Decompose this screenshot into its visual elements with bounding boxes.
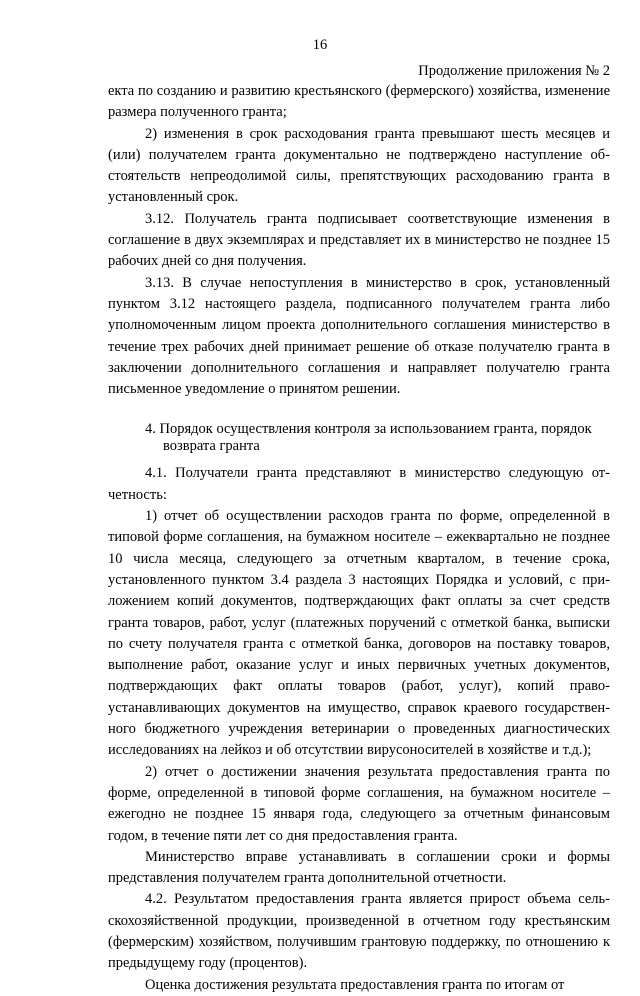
paragraph: 4.2. Результатом предоставления гранта является прирост объема сельскохозяйственной продукции, произведенной в отчетном году крестьянским (фермерским) хозяйством, получившим грантовую поддержку, по отношению к предыдущему году (процентов). bbox=[108, 891, 610, 972]
page-number: 16 bbox=[312, 37, 328, 53]
section-heading-line: возврата гранта bbox=[163, 438, 260, 455]
paragraph: 1) отчет об осуществлении расходов гранта по форме, определенной в типовой форме соглашения, на бумажном носителе – ежеквартально не позднее 10 числа месяца, следующего за отчетным кварталом, в течение срока, установленного пунктом 3.4 раздела 3 настоящих Порядка и условий, с приложением копий документов, подтверждающих факт оплаты за счет средств гранта товаров, работ, услуг (платежных поручений с отметкой банка, выписки по счету получателя гранта с отметкой банка, договоров на поставку товаров, выполнение работ, оказание услуг и иных первичных учетных документов, подтверждающих факт оплаты товаров (работ, услуг), копий правоустанавливающих документов на имущество, справок краевого государственного бюджетного учреждения ветеринарии о проведенных диагностических исследованиях на лейкоз и об отсутствии вирусоносителей в хозяйстве и т.д.); bbox=[108, 508, 610, 759]
document-body bbox=[108, 81, 610, 996]
appendix-continuation-note: Продолжение приложения № 2 bbox=[418, 63, 610, 79]
section-heading bbox=[108, 421, 610, 455]
paragraph: 2) изменения в срок расходования гранта превышают шесть месяцев и (или) получателем гранта документально не подтверждено наступление обстоятельств непреодолимой силы, препятствующих расходованию гранта в установленный срок. bbox=[108, 125, 610, 206]
section-heading-line: 4. Порядок осуществления контроля за использованием гранта, порядок bbox=[145, 421, 592, 438]
paragraph: 2) отчет о достижении значения результата предоставления гранта по форме, определенной в типовой форме соглашения, на бумажном носителе – ежегодно не позднее 15 января года, следующего за отчетным финансовым годом, в течение пяти лет со дня предоставления гранта. bbox=[108, 763, 610, 844]
paragraph: Министерство вправе устанавливать в соглашении сроки и формы представления получателем гранта дополнительной отчетности. bbox=[108, 848, 610, 887]
paragraph: екта по созданию и развитию крестьянского (фермерского) хозяйства, изменение размера полученного гранта; bbox=[108, 83, 610, 121]
paragraph: Оценка достижения результата предоставления гранта по итогам от bbox=[145, 976, 565, 993]
paragraph: 3.12. Получатель гранта подписывает соответствующие изменения в соглашение в двух экземплярах и представляет их в министерство не позднее 15 рабочих дней со дня получения. bbox=[108, 210, 610, 270]
paragraph: 4.1. Получатели гранта представляют в министерство следующую отчетность: bbox=[108, 465, 610, 503]
paragraph: 3.13. В случае непоступления в министерство в срок, установленный пунктом 3.12 настоящего раздела, подписанного получателем гранта либо уполномоченным лицом проекта дополнительного соглашения министерство в течение трех рабочих дней принимает решение об отказе получателю гранта в заключении дополнительного соглашения и направляет получателю гранта письменное уведомление о принятом решении. bbox=[108, 274, 610, 398]
